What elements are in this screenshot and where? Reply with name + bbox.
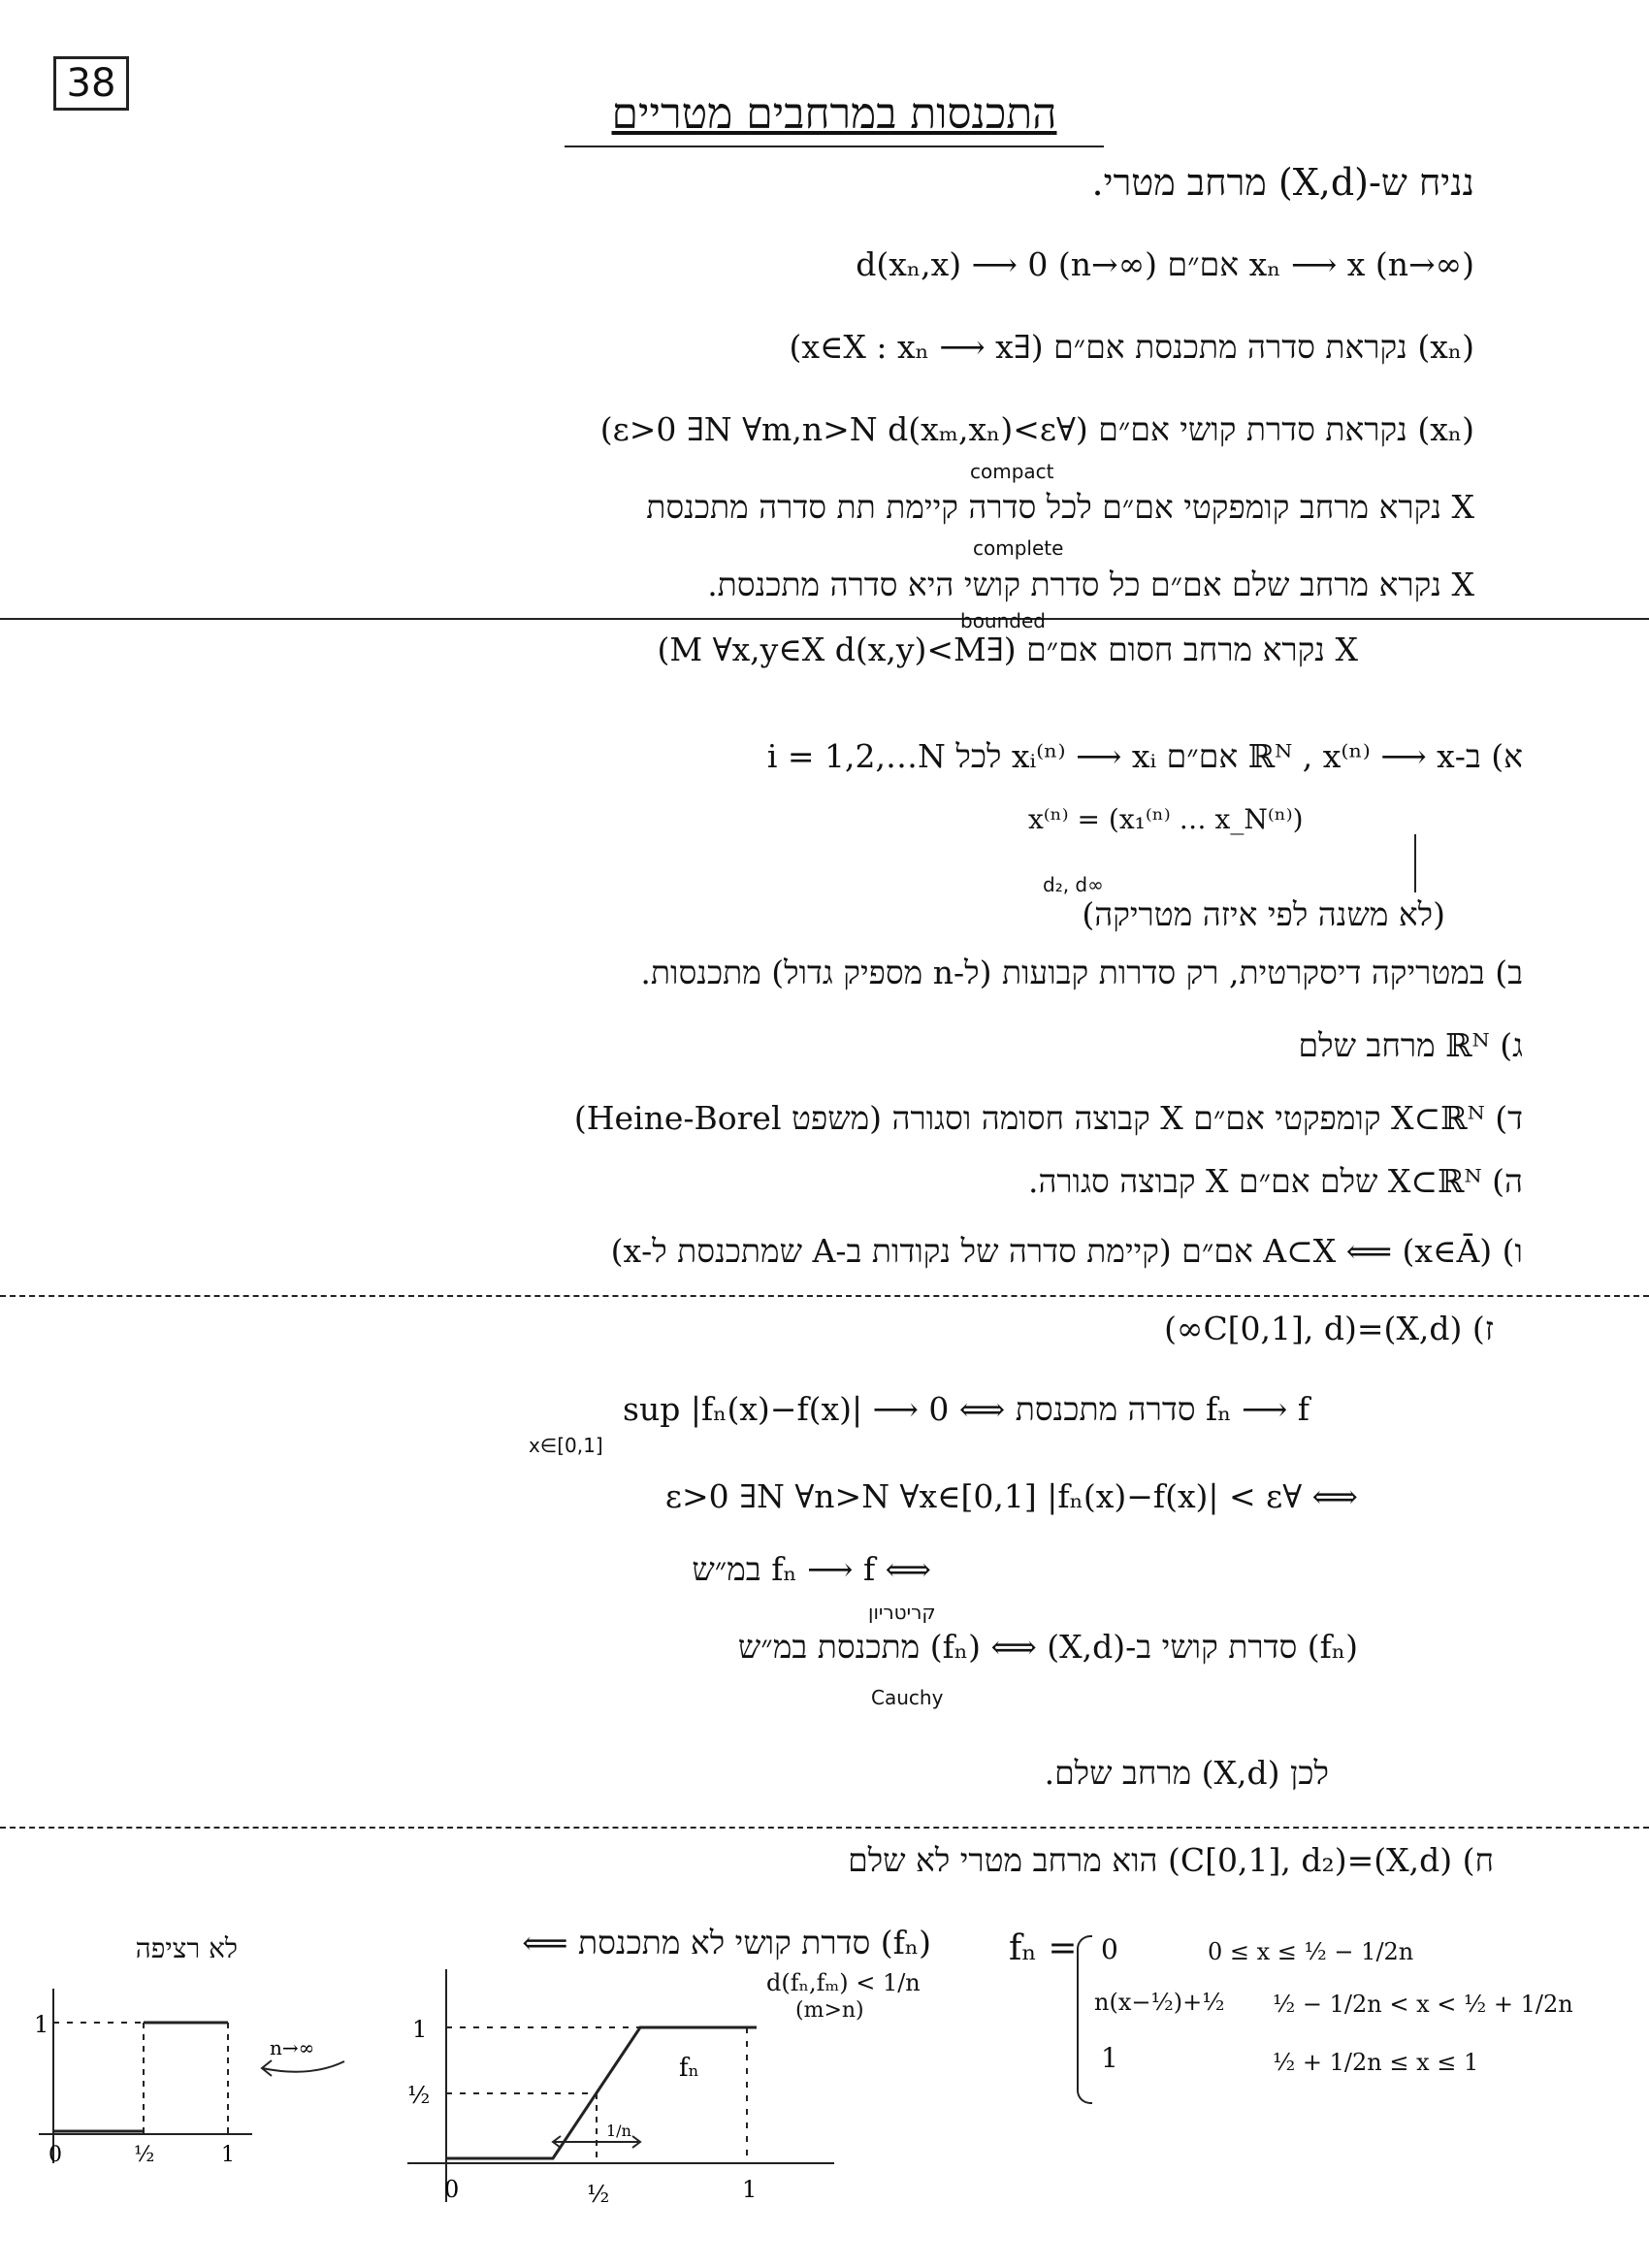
limit-graph-xtick-half: ½ xyxy=(134,2143,155,2167)
fn-graph-xtick-1: 1 xyxy=(742,2176,758,2203)
item-a: א) ב-ℝᴺ , x⁽ⁿ⁾ ⟶ x אם״ם xᵢ⁽ⁿ⁾ ⟶ xᵢ לכל i = 1,2,…N xyxy=(766,737,1523,775)
def-compact: X נקרא מרחב קומפקטי אם״ם לכל סדרה קיימת תת סדרה מתכנסת xyxy=(646,488,1474,526)
item-a-note: (לא משנה לפי איזה מטריקה) xyxy=(1082,895,1445,933)
limit-graph xyxy=(29,1969,378,2192)
item-d: ד) X⊂ℝᴺ קומפקטי אם״ם X קבוצה חסומה וסגורה (משפט Heine-Borel) xyxy=(573,1099,1523,1137)
def-complete: X נקרא מרחב שלם אם״ם כל סדרת קושי היא סדרה מתכנסת. xyxy=(707,566,1474,603)
fn-graph-width-label: 1/n xyxy=(606,2122,631,2140)
fn-graph-xtick-0: 0 xyxy=(444,2176,460,2203)
fn-graph-ytick-1: 1 xyxy=(412,2016,428,2043)
limit-graph-arrow xyxy=(262,2061,344,2072)
piecewise-brace xyxy=(1077,1935,1092,2104)
item-h-distance: d(fₙ,fₘ) < 1/n xyxy=(766,1969,921,1996)
page-title: התכנסות במרחבים מטריים xyxy=(611,89,1057,139)
item-c: ג) ℝᴺ מרחב שלם xyxy=(1298,1026,1523,1064)
item-h-implication: (fₙ) סדרת קושי לא מתכנסת ⟸ xyxy=(522,1924,931,1961)
item-h-distance-cond: (m>n) xyxy=(795,1998,864,2023)
item-g-cauchy: Cauchy xyxy=(871,1686,944,1709)
page-number: 38 xyxy=(53,56,129,111)
piecewise-cond-3: ½ + 1/2n ≤ x ≤ 1 xyxy=(1273,2049,1479,2076)
item-g-line3: ⟺ fₙ ⟶ f במ״ש xyxy=(692,1550,931,1588)
limit-graph-xtick-0: 0 xyxy=(48,2143,62,2167)
item-a-note-metrics: d₂, d∞ xyxy=(1043,873,1104,896)
fn-graph-label: fₙ xyxy=(679,2054,699,2083)
item-a-vector: x⁽ⁿ⁾ = (x₁⁽ⁿ⁾ … x_N⁽ⁿ⁾) xyxy=(1028,803,1304,835)
piecewise-cond-1: 0 ≤ x ≤ ½ − 1/2n xyxy=(1208,1938,1414,1965)
fn-graph-xtick-half: ½ xyxy=(587,2181,610,2208)
piecewise-cond-2: ½ − 1/2n < x < ½ + 1/2n xyxy=(1273,1991,1573,2018)
limit-graph-arrow-label: n→∞ xyxy=(270,2036,315,2059)
title-underline xyxy=(565,146,1104,147)
item-f: ו) A⊂X ⟸ (x∈Ā) אם״ם (קיימת סדרה של נקודות ב-A שמתכנסת ל-x) xyxy=(610,1232,1523,1270)
limit-graph-ytick-1: 1 xyxy=(34,2011,49,2038)
fn-graph xyxy=(388,1969,844,2221)
item-g-sup-sub: x∈[0,1] xyxy=(529,1434,603,1457)
item-e: ה) X⊂ℝᴺ שלם אם״ם X קבוצה סגורה. xyxy=(1027,1162,1523,1200)
piecewise-expr-2: n(x−½)+½ xyxy=(1094,1989,1225,2016)
fn-graph-ytick-half: ½ xyxy=(407,2082,431,2109)
piecewise-expr-3: 1 xyxy=(1101,2042,1118,2074)
item-g-line5: לכן (X,d) מרחב שלם. xyxy=(1044,1754,1329,1792)
annot-complete: complete xyxy=(973,536,1064,560)
def-cauchy: (xₙ) נקראת סדרת קושי אם״ם (∀ε>0 ∃N ∀m,n>N d(xₘ,xₙ)<ε) xyxy=(599,410,1474,448)
item-g-criterion: קריטריון xyxy=(868,1601,936,1624)
item-h: ח) (X,d)=(C[0,1], d₂) הוא מרחב מטרי לא שלם xyxy=(848,1841,1494,1879)
limit-graph-xtick-1: 1 xyxy=(221,2143,235,2167)
item-g-line1: fₙ ⟶ f סדרה מתכנסת ⟺ sup |fₙ(x)−f(x)| ⟶ 0 xyxy=(623,1390,1310,1428)
piecewise-expr-1: 0 xyxy=(1101,1933,1118,1965)
def-bounded: X נקרא מרחב חסום אם״ם (∃M ∀x,y∈X d(x,y)<M) xyxy=(657,631,1358,668)
divider-2 xyxy=(0,1295,1649,1297)
item-g-line2: ⟺ ∀ε>0 ∃N ∀n>N ∀x∈[0,1] |fₙ(x)−f(x)| < ε xyxy=(664,1477,1358,1515)
item-g-line4: (fₙ) סדרת קושי ב-(X,d) ⟺ (fₙ) מתכנסת במ״ש xyxy=(737,1628,1358,1666)
limit-graph-caption: לא רציפה xyxy=(135,1932,238,1964)
def-limit: xₙ ⟶ x (n→∞) אם״ם d(xₙ,x) ⟶ 0 (n→∞) xyxy=(856,245,1474,283)
annot-compact: compact xyxy=(970,460,1054,483)
item-b: ב) במטריקה דיסקרטית, רק סדרות קבועות (ל-n מספיק גדול) מתכנסות. xyxy=(640,954,1523,991)
divider-1 xyxy=(0,618,1649,620)
divider-3 xyxy=(0,1827,1649,1829)
item-g-label: ז) (X,d)=(C[0,1], d∞) xyxy=(1164,1310,1494,1347)
def-intro: נניח ש-(X,d) מרחב מטרי. xyxy=(1091,161,1474,204)
def-convergent: (xₙ) נקראת סדרה מתכנסת אם״ם (∃x∈X : xₙ ⟶ x) xyxy=(789,328,1474,366)
piecewise-lhs: fₙ = xyxy=(1009,1928,1078,1968)
item-a-vbar xyxy=(1414,834,1416,892)
annot-bounded: bounded xyxy=(960,609,1046,632)
